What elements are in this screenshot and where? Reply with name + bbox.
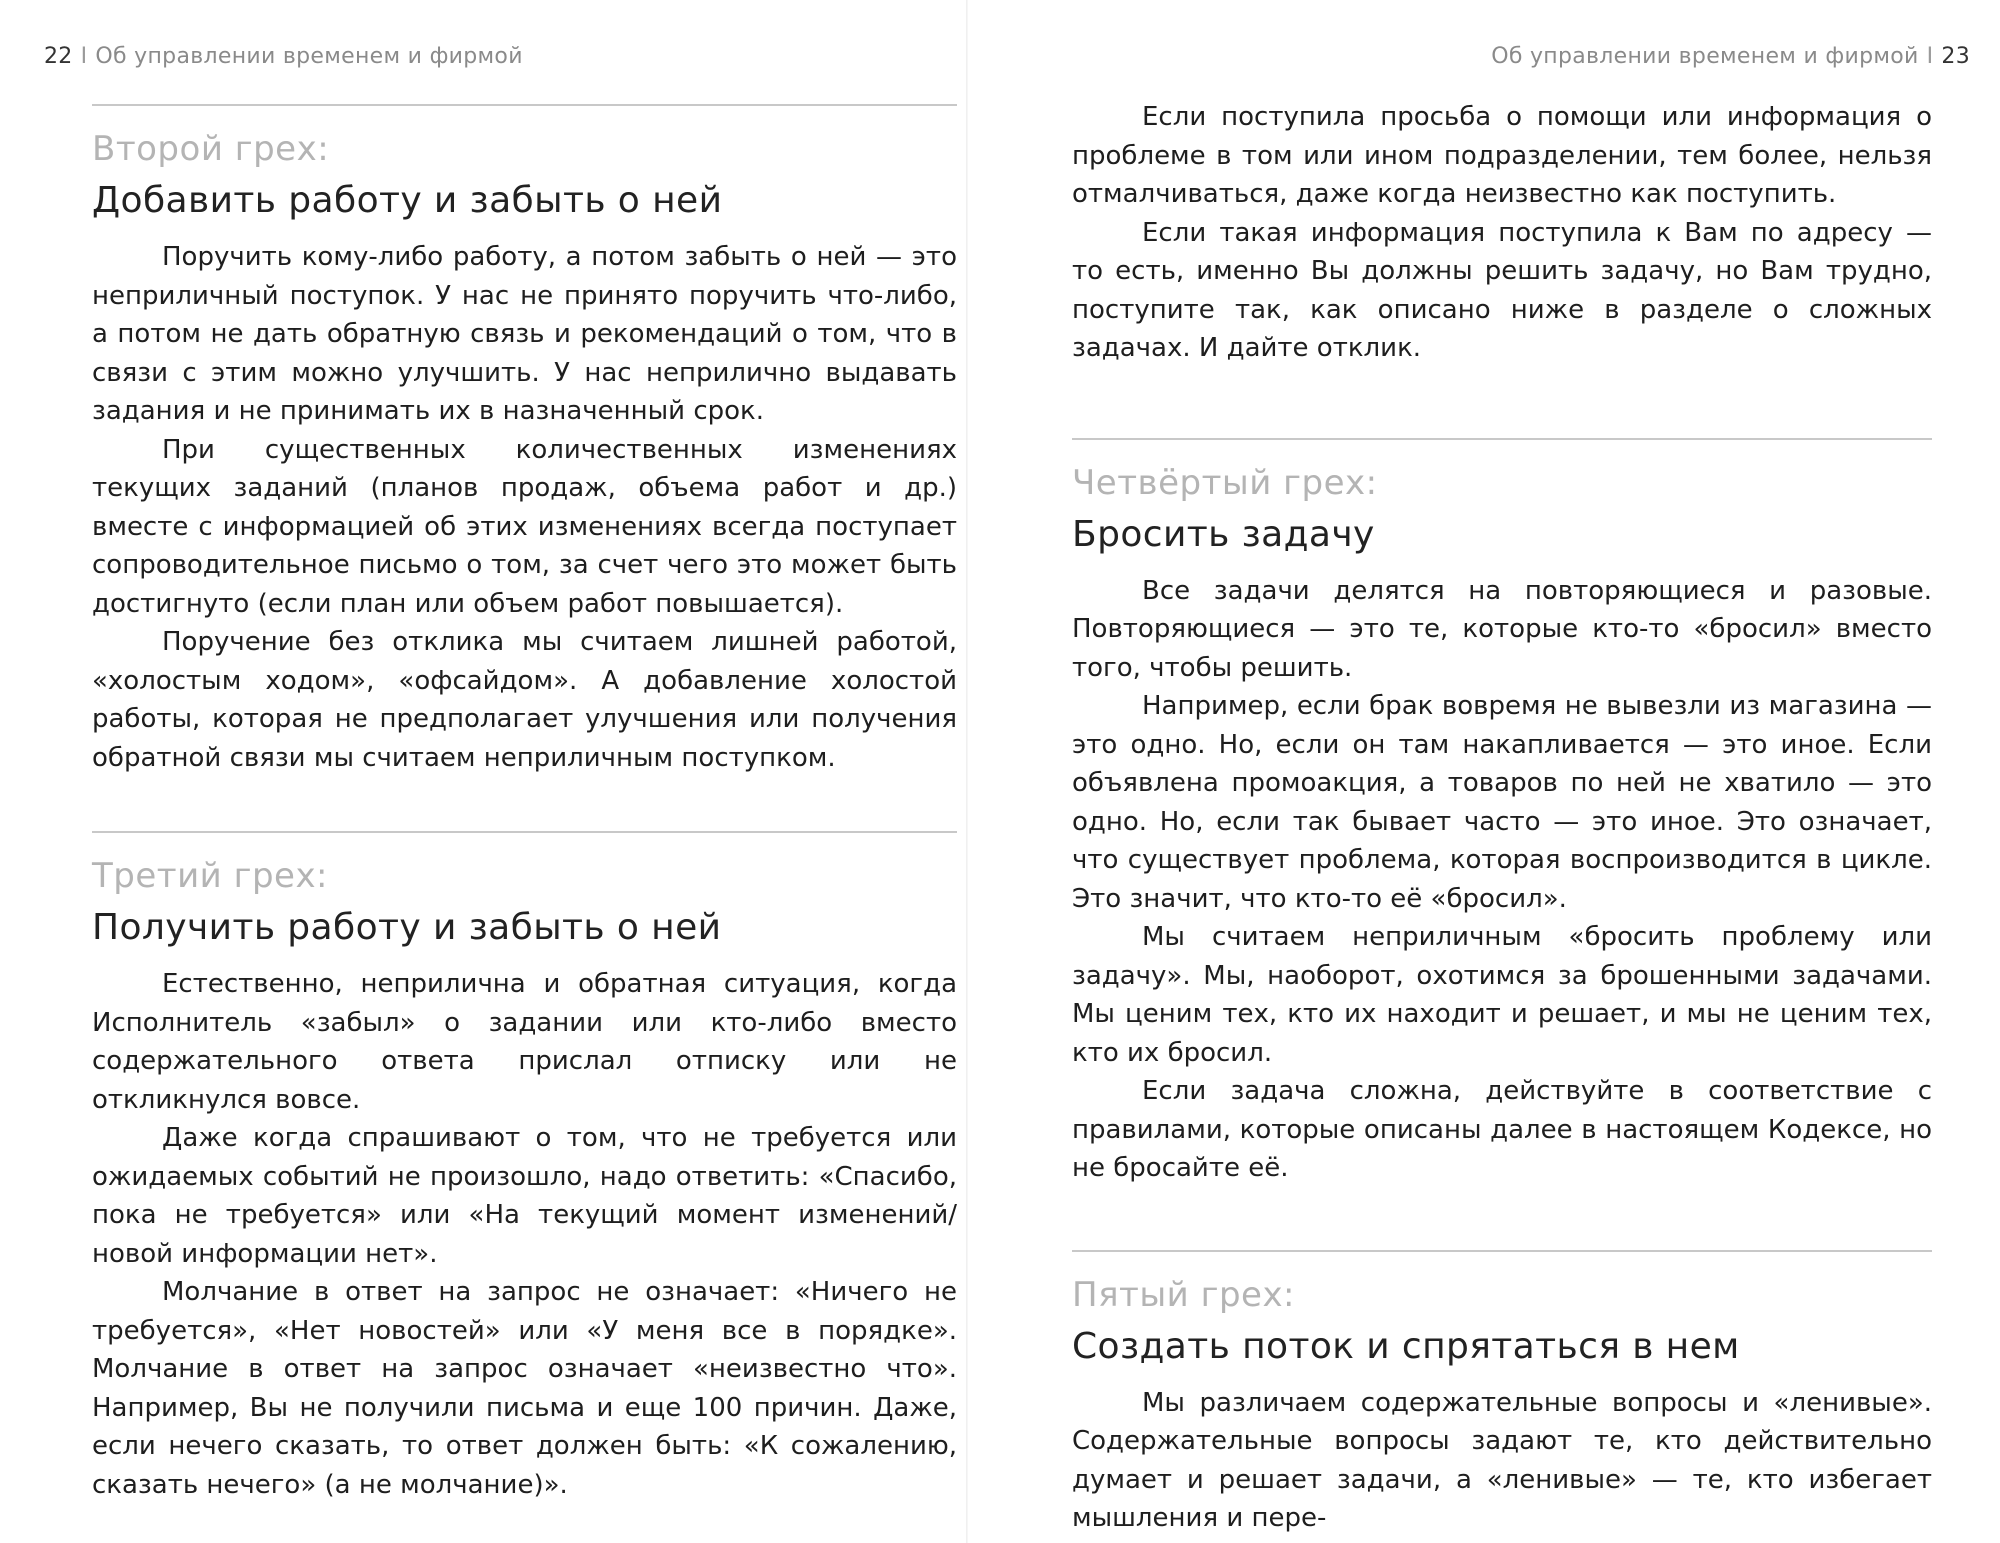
header-separator: I (1926, 44, 1934, 69)
sin-title: Добавить работу и забыть о ней (92, 180, 723, 221)
sin-title: Создать поток и спрятаться в нем (1072, 1325, 1740, 1367)
section-fourth-sin (1072, 460, 1932, 1188)
sin-label: Третий грех: (92, 856, 329, 896)
paragraph: Молчание в ответ на запрос не означает: «Ничего не требуется», «Нет новостей» или «У меня все в порядке». Молчание в ответ на запрос означает «неизвестно что». Например, Вы не получили письма и еще 100 причин. Даже, если нечего сказать, то ответ должен быть: «К сожалению, сказать нечего» (а не молчание)». (92, 1277, 957, 1500)
paragraph: Поручение без отклика мы считаем лишней работой, «холостым ходом», «офсайдом». А добавление холостой работы, которая не предполагает улучшения или получения обратной связи мы считаем неприличным поступком. (92, 627, 957, 773)
paragraph: Поручить кому-либо работу, а потом забыть о ней — это неприличный поступок. У нас не принято поручить что-либо, а потом не дать обратную связь и рекомендаций о том, что в связи с этим можно улучшить. У нас неприлично выдавать задания и не принимать их в назначенный срок. (92, 242, 957, 426)
sin-label: Четвёртый грех: (1072, 462, 1378, 503)
section-second-sin (92, 126, 957, 777)
section-fifth-sin (1072, 1272, 1932, 1538)
paragraph: Даже когда спрашивают о том, что не требуется или ожидаемых событий не произошло, надо ответить: «Спасибо, пока не требуется» или «На текущий момент изменений/новой информации нет». (92, 1123, 957, 1269)
right-page (1072, 0, 1932, 1538)
paragraph: Все задачи делятся на повторяющиеся и разовые. Повторяющиеся — это те, которые кто-то «бросил» вместо того, чтобы решить. (1072, 575, 1932, 683)
header-separator: I (80, 44, 88, 69)
section-divider (92, 831, 957, 833)
section-third-sin-continued (1072, 98, 1932, 368)
paragraph: Если такая информация поступила к Вам по адресу — то есть, именно Вы должны решить задачу, но Вам трудно, поступите так, как описано ниже в разделе о сложных задачах. И дайте отклик. (1072, 217, 1932, 363)
section-divider (1072, 438, 1932, 440)
paragraph: Естественно, неприлична и обратная ситуация, когда Исполнитель «забыл» о задании или кто-либо вместо содержательного ответа прислал отписку или не откликнулся вовсе. (92, 969, 957, 1115)
sin-title: Бросить задачу (1072, 513, 1375, 555)
section-divider (92, 104, 957, 106)
left-page-number: 22 (44, 44, 73, 69)
sin-title: Получить работу и забыть о ней (92, 907, 722, 948)
left-page (92, 0, 957, 1504)
section-divider (1072, 1250, 1932, 1252)
paragraph: Например, если брак вовремя не вывезли из магазина — это одно. Но, если он там накапливается — это иное. Если объявлена промоакция, а товаров по ней не хватило — это одно. Но, если так бывает часто — это иное. Это означает, что существует проблема, которая воспроизводится в цикле. Это значит, что кто-то её «бросил». (1072, 691, 1932, 914)
paragraph: Если поступила просьба о помощи или информация о проблеме в том или ином подразделении, тем более, нельзя отмалчиваться, даже когда неизвестно как поступить. (1072, 102, 1932, 209)
right-running-title: Об управлении временем и фирмой (1491, 44, 1919, 69)
paragraph: При существенных количественных изменениях текущих заданий (планов продаж, объема работ и др.) вместе с информацией об этих изменениях всегда поступает сопроводительное письмо о том, за счет чего это может быть достигнуто (если план или объем работ повышается). (92, 434, 957, 619)
section-third-sin (92, 853, 957, 1504)
sin-label: Пятый грех: (1072, 1274, 1296, 1315)
paragraph: Мы считаем неприличным «бросить проблему или задачу». Мы, наоборот, охотимся за брошенными задачами. Мы ценим тех, кто их находит и решает, и мы не ценим тех, кто их бросил. (1072, 922, 1932, 1068)
right-page-number: 23 (1941, 44, 1970, 69)
left-running-title: Об управлении временем и фирмой (95, 44, 523, 69)
paragraph: Если задача сложна, действуйте в соответствие с правилами, которые описаны далее в настоящем Кодексе, но не бросайте её. (1072, 1076, 1932, 1183)
sin-label: Второй грех: (92, 129, 330, 169)
page-gutter (966, 0, 968, 1543)
paragraph: Мы различаем содержательные вопросы и «ленивые». Содержательные вопросы задают те, кто действительно думает и решает задачи, а «ленивые» — те, кто избегает мышления и пере- (1072, 1387, 1932, 1533)
